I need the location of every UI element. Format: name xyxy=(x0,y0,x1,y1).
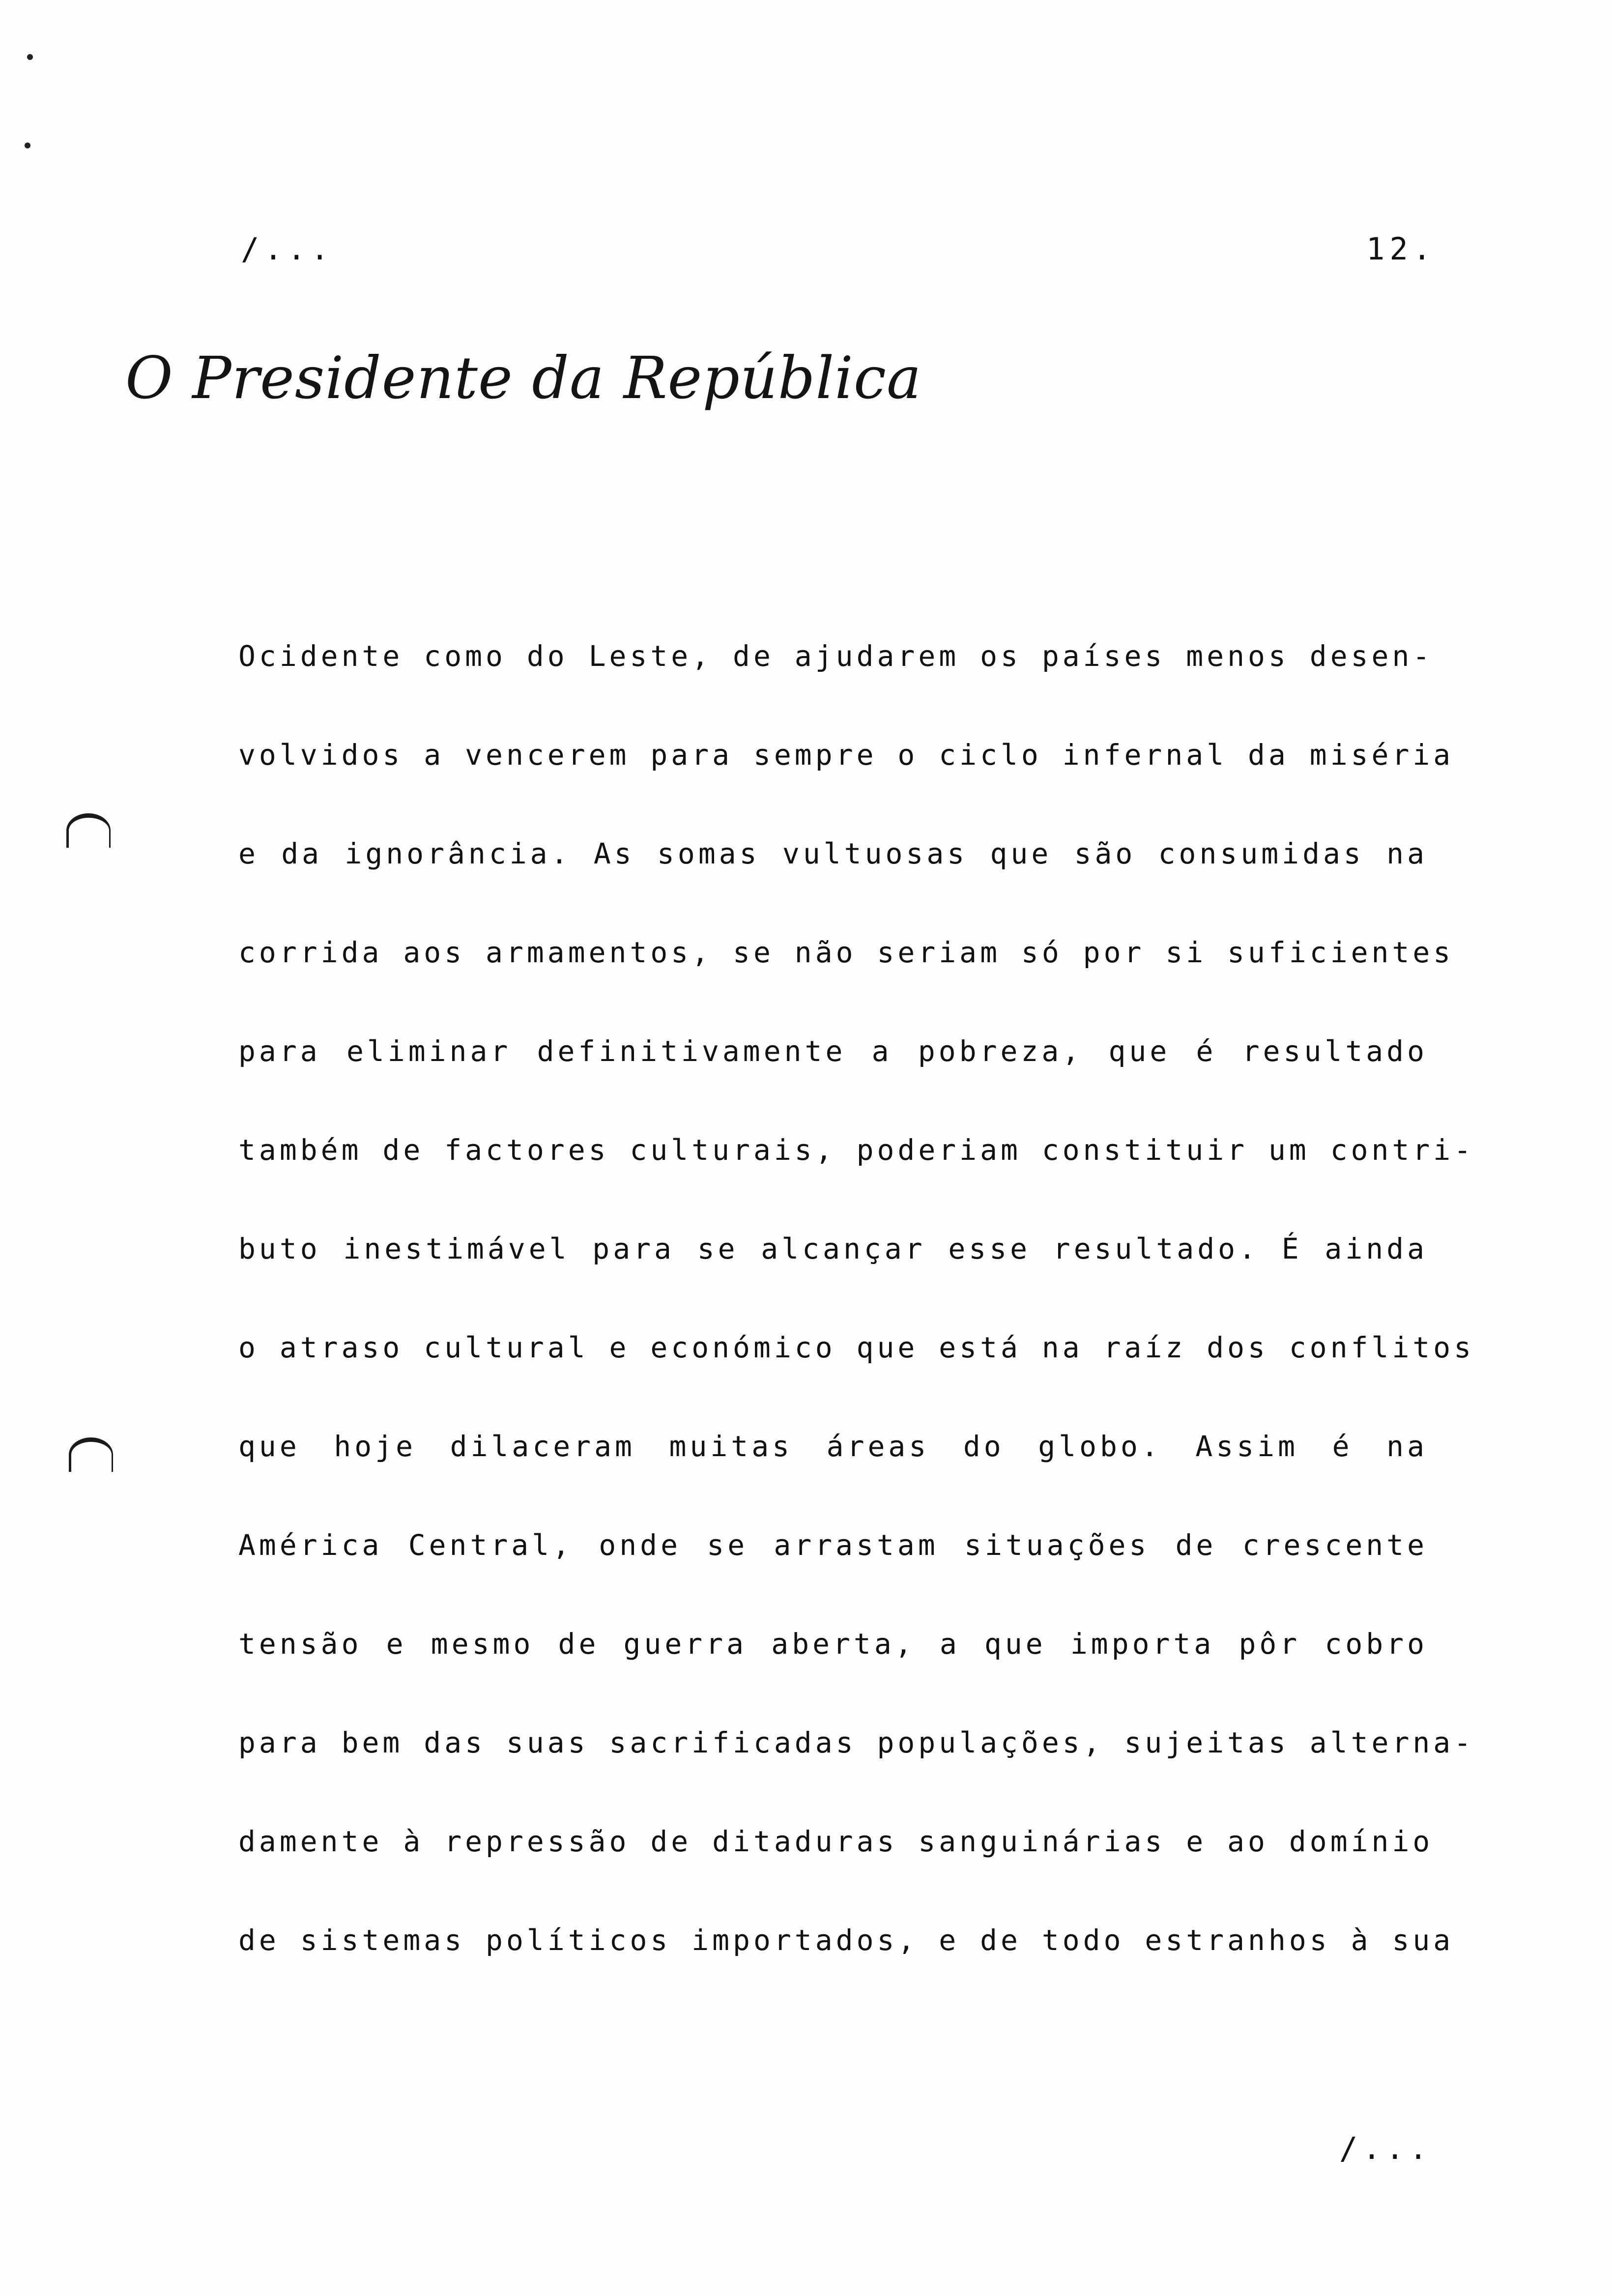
page-number: 12. xyxy=(1366,231,1436,267)
body-line: corrida aos armamentos, se não seriam só por si suficientes xyxy=(238,936,1454,969)
body-line: volvidos a vencerem para sempre o ciclo infernal da miséria xyxy=(238,738,1454,772)
scan-speck xyxy=(27,54,33,60)
letterhead-title: O Presidente da República xyxy=(125,344,922,412)
body-line: de sistemas políticos importados, e de todo estranhos à sua xyxy=(238,1923,1454,1957)
body-line: buto inestimável para se alcançar esse resultado. É ainda xyxy=(238,1232,1428,1265)
body-line: América Central, onde se arrastam situações de crescente xyxy=(238,1528,1428,1562)
body-line: o atraso cultural e económico que está na raíz dos conflitos xyxy=(238,1331,1475,1364)
body-line: tensão e mesmo de guerra aberta, a que importa pôr cobro xyxy=(238,1627,1428,1661)
body-line: que hoje dilaceram muitas áreas do globo. Assim é na xyxy=(238,1430,1428,1463)
footer-continuation-mark: /... xyxy=(1339,2130,1433,2166)
letter-body xyxy=(238,636,1475,2019)
header-continuation-mark: /... xyxy=(241,231,334,267)
body-line: também de factores culturais, poderiam constituir um contri- xyxy=(238,1133,1475,1167)
body-line: para eliminar definitivamente a pobreza, que é resultado xyxy=(238,1034,1428,1068)
punch-hole-mark xyxy=(69,1437,113,1472)
body-line: e da ignorância. As somas vultuosas que são consumidas na xyxy=(238,837,1428,870)
body-line: para bem das suas sacrificadas populações, sujeitas alterna- xyxy=(238,1726,1475,1759)
body-line: damente à repressão de ditaduras sanguinárias e ao domínio xyxy=(238,1825,1434,1858)
scan-speck xyxy=(25,143,30,148)
punch-hole-mark xyxy=(66,813,111,848)
body-line: Ocidente como do Leste, de ajudarem os países menos desen- xyxy=(238,639,1434,673)
